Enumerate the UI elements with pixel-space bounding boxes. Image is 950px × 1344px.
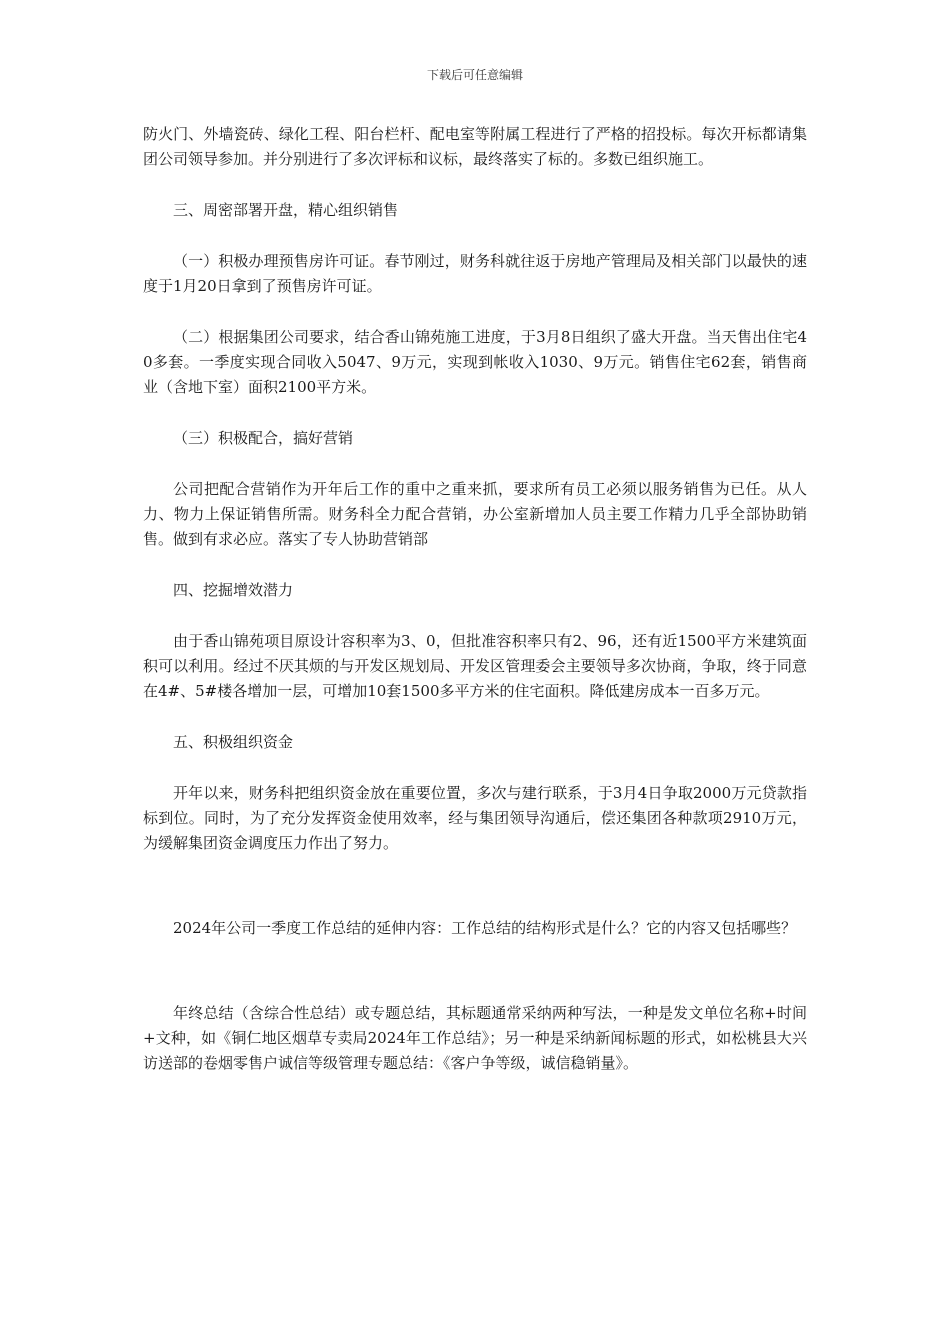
section-heading-5: 五、积极组织资金 [173, 733, 294, 751]
document-body [143, 122, 807, 1076]
subheading-marketing: （三）积极配合，搞好营销 [173, 429, 354, 447]
section-heading-4: 四、挖掘增效潜力 [173, 581, 294, 599]
paragraph-summary-title-forms: 年终总结（含综合性总结）或专题总结，其标题通常采纳两种写法，一种是发文单位名称+时间+文种，如《铜仁地区烟草专卖局2024年工作总结》；另一种是采纳新闻标题的形式，如松桃县大兴访送部的卷烟零售户诚信等级管理专题总结：《客户争等级，诚信稳销量》。 [143, 1004, 807, 1072]
paragraph-extension-question: 2024年公司一季度工作总结的延伸内容：工作总结的结构形式是什么？它的内容又包括哪些？ [173, 919, 797, 937]
paragraph-funding: 开年以来，财务科把组织资金放在重要位置，多次与建行联系，于3月4日争取2000万元贷款指标到位。同时，为了充分发挥资金使用效率，经与集团领导沟通后，偿还集团各种款项2910万元，为缓解集团资金调度压力作出了努力。 [143, 784, 807, 852]
paragraph-marketing: 公司把配合营销作为开年后工作的重中之重来抓，要求所有员工必须以服务销售为已任。从人力、物力上保证销售所需。财务科全力配合营销，办公室新增加人员主要工作精力几乎全部协助销售。做到有求必应。落实了专人协助营销部 [143, 480, 807, 548]
section-heading-3: 三、周密部署开盘，精心组织销售 [173, 201, 399, 219]
paragraph-potential: 由于香山锦苑项目原设计容积率为3、0，但批准容积率只有2、96，还有近1500平方米建筑面积可以利用。经过不厌其烦的与开发区规划局、开发区管理委会主要领导多次协商，争取，终于同意在4#、5#楼各增加一层，可增加10套1500多平方米的住宅面积。降低建房成本一百多万元。 [143, 632, 807, 700]
page-header: 下载后可任意编辑 [426, 68, 523, 82]
paragraph-continuation: 防火门、外墙瓷砖、绿化工程、阳台栏杆、配电室等附属工程进行了严格的招投标。每次开标都请集团公司领导参加。并分别进行了多次评标和议标，最终落实了标的。多数已组织施工。 [143, 125, 807, 168]
paragraph-presale-permit: （一）积极办理预售房许可证。春节刚过，财务科就往返于房地产管理局及相关部门以最快的速度于1月20日拿到了预售房许可证。 [143, 252, 807, 295]
paragraph-opening-sales: （二）根据集团公司要求，结合香山锦苑施工进度，于3月8日组织了盛大开盘。当天售出住宅40多套。一季度实现合同收入5047、9万元，实现到帐收入1030、9万元。销售住宅62套，销售商业（含地下室）面积2100平方米。 [143, 328, 807, 396]
